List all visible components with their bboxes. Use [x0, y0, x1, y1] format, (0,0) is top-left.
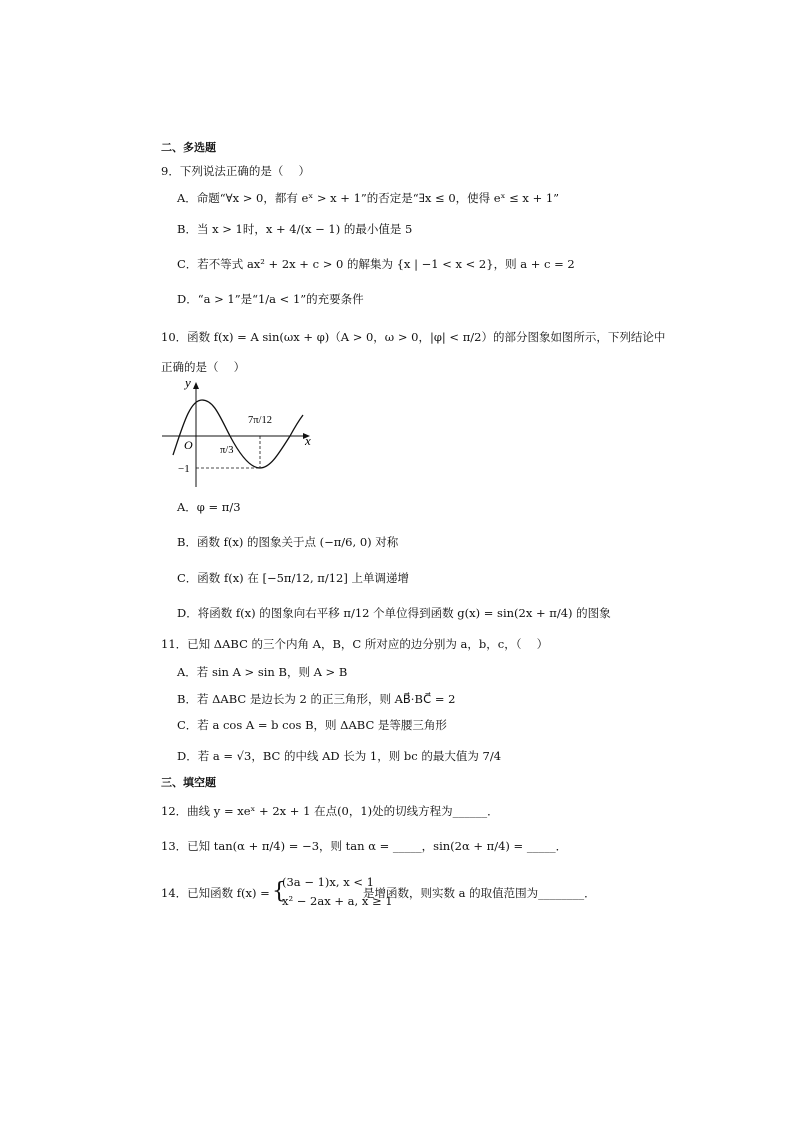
question-10-option-c: C．函数 f(x) 在 [−5π/12, π/12] 上单调递增 [177, 571, 410, 585]
question-13: 13．已知 tan(α + π/4) = −3，则 tan α = _____，sin(2α + π/4) = _____． [161, 839, 568, 853]
y-axis-arrow [193, 382, 199, 389]
sine-curve [173, 400, 303, 468]
question-14-prefix: 14．已知函数 f(x) = [161, 886, 270, 900]
y-axis-label: y [185, 375, 191, 390]
x-axis-label: x [305, 433, 311, 448]
piecewise-brace: { [272, 879, 286, 904]
question-10-option-a: A．φ = π/3 [177, 500, 241, 514]
tick-label-pi-over-3: π/3 [220, 445, 234, 456]
question-10-option-b: B．函数 f(x) 的图象关于点 (−π/6, 0) 对称 [177, 535, 399, 549]
question-14-case-2: x² − 2ax + a, x ≥ 1 [282, 894, 393, 908]
question-10-stem-line2: 正确的是（ ） [161, 360, 246, 374]
tick-label-7pi-over-12: 7π/12 [248, 415, 272, 426]
question-11-option-b: B．若 ΔABC 是边长为 2 的正三角形，则 AB⃗·BC⃗ = 2 [177, 692, 456, 706]
question-11-option-c: C．若 a cos A = b cos B，则 ΔABC 是等腰三角形 [177, 718, 447, 732]
question-9-option-a: A．命题“∀x > 0，都有 eˣ > x + 1”的否定是“∃x ≤ 0，使得 eˣ ≤ x + 1” [177, 191, 560, 205]
sine-graph-figure [158, 375, 318, 490]
section-multiple-choice-heading: 二、多选题 [161, 141, 216, 154]
question-14-case-1: (3a − 1)x, x < 1 [282, 875, 374, 889]
question-9-option-c: C．若不等式 ax² + 2x + c > 0 的解集为 {x | −1 < x < 2}，则 a + c = 2 [177, 257, 575, 271]
question-12: 12．曲线 y = xeˣ + 2x + 1 在点(0，1)处的切线方程为______． [161, 804, 499, 818]
question-14-suffix: 是增函数，则实数 a 的取值范围为________． [363, 886, 596, 900]
origin-label: O [184, 438, 193, 452]
question-11-option-d: D．若 a = √3，BC 的中线 AD 长为 1，则 bc 的最大值为 7/4 [177, 749, 502, 763]
section-fill-in-heading: 三、填空题 [161, 776, 216, 789]
sine-graph-svg [158, 375, 318, 490]
question-9-stem: 9．下列说法正确的是（ ） [161, 164, 310, 178]
question-11-option-a: A．若 sin A > sin B，则 A > B [177, 665, 348, 679]
question-11-stem: 11．已知 ΔABC 的三个内角 A，B，C 所对应的边分别为 a，b，c，（ ） [161, 637, 549, 651]
question-9-option-b: B．当 x > 1时，x + 4/(x − 1) 的最小值是 5 [177, 222, 413, 236]
question-10-option-d: D．将函数 f(x) 的图象向右平移 π/12 个单位得到函数 g(x) = sin(2x + π/4) 的图象 [177, 606, 611, 620]
question-9-option-d: D．“a > 1”是“1/a < 1”的充要条件 [177, 292, 364, 306]
tick-label-neg-1: −1 [178, 463, 190, 475]
question-10-stem-line1: 10．函数 f(x) = A sin(ωx + φ)（A > 0，ω > 0，|φ| < π/2）的部分图象如图所示，下列结论中 [161, 330, 666, 344]
